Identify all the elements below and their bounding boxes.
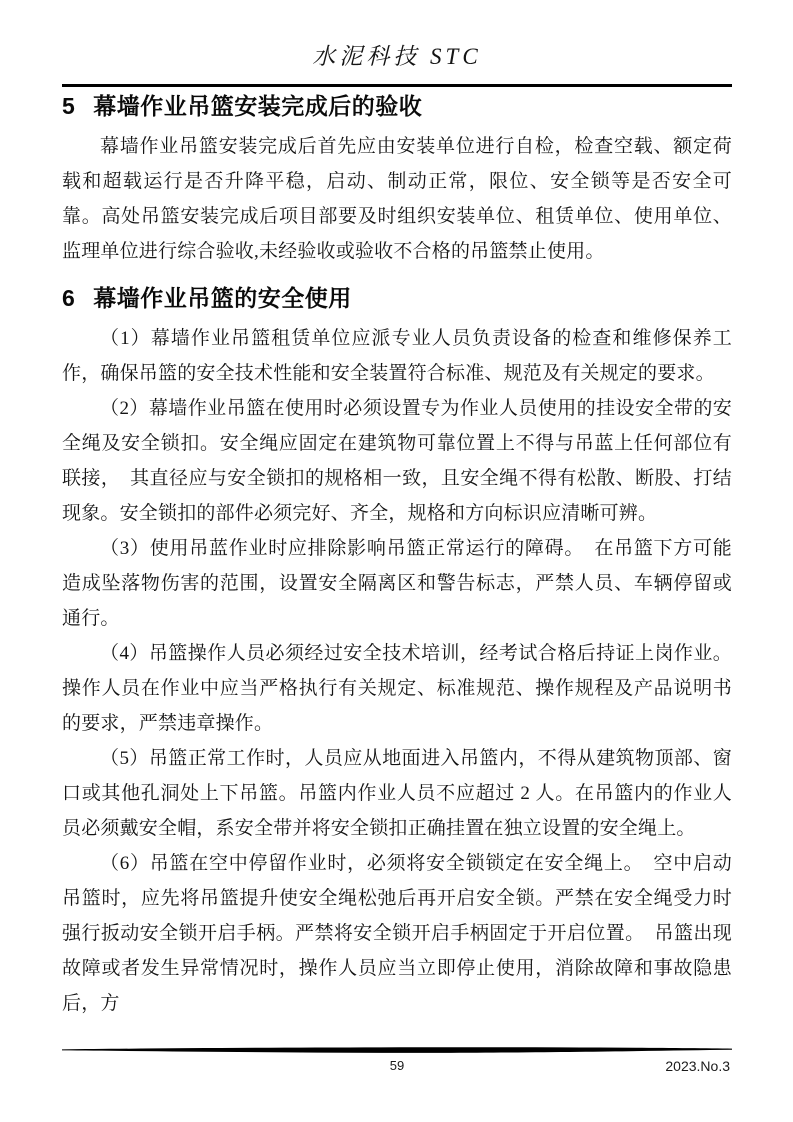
section-5-heading — [62, 91, 732, 121]
page-number: 59 — [389, 1058, 405, 1073]
journal-title: 水泥科技 STC — [312, 44, 482, 69]
section-6-paragraph-2: （2）幕墙作业吊篮在使用时必须设置专为作业人员使用的挂设安全带的安全绳及安全锁扣。安全绳应固定在建筑物可靠位置上不得与吊蓝上任何部位有联接， 其直径应与安全锁扣的规格相一致，且安全绳不得有松散、断股、打结现象。安全锁扣的部件必须完好、齐全，规格和方向标识应清晰可辨。 — [62, 398, 732, 524]
section-6-paragraph-3: （3）使用吊蓝作业时应排除影响吊篮正常运行的障碍。 在吊篮下方可能造成坠落物伤害的范围，设置安全隔离区和警告标志，严禁人员、车辆停留或通行。 — [62, 538, 732, 629]
footer-rule — [62, 1046, 732, 1056]
section-5-number: 5 — [62, 93, 76, 119]
section-6-title: 幕墙作业吊篮的安全使用 — [93, 285, 352, 311]
footer-row — [62, 1057, 732, 1077]
section-6-paragraph-4: （4）吊篮操作人员必须经过安全技术培训，经考试合格后持证上岗作业。操作人员在作业中应当严格执行有关规定、标准规范、操作规程及产品说明书的要求，严禁违章操作。 — [62, 643, 732, 734]
section-6-number: 6 — [62, 285, 76, 311]
section-6-heading — [62, 283, 732, 313]
page-content — [62, 0, 732, 1021]
page-footer — [62, 1046, 732, 1077]
header-rule — [62, 84, 732, 87]
issue-number: 2023.No.3 — [665, 1058, 730, 1074]
section-5-title: 幕墙作业吊篮安装完成后的验收 — [93, 93, 423, 119]
section-5-paragraph: 幕墙作业吊篮安装完成后首先应由安装单位进行自检，检查空载、额定荷载和超载运行是否升降平稳，启动、制动正常，限位、安全锁等是否安全可靠。高处吊篮安装完成后项目部要及时组织安装单位、租赁单位、使用单位、监理单位进行综合验收,未经验收或验收不合格的吊篮禁止使用。 — [62, 136, 732, 262]
section-6-paragraph-5: （5）吊篮正常工作时，人员应从地面进入吊篮内，不得从建筑物顶部、窗口或其他孔洞处上下吊篮。吊篮内作业人员不应超过 2 人。在吊篮内的作业人员必须戴安全帽，系安全带并将安全锁扣正确挂置在独立设置的安全绳上。 — [62, 748, 732, 839]
section-6-paragraph-1: （1）幕墙作业吊篮租赁单位应派专业人员负责设备的检查和维修保养工作，确保吊篮的安全技术性能和安全装置符合标准、规范及有关规定的要求。 — [62, 328, 732, 384]
section-6-paragraph-6: （6）吊篮在空中停留作业时，必须将安全锁锁定在安全绳上。 空中启动吊篮时，应先将吊篮提升使安全绳松弛后再开启安全锁。严禁在安全绳受力时强行扳动安全锁开启手柄。严禁将安全锁开启手柄固定于开启位置。 吊篮出现故障或者发生异常情况时，操作人员应当立即停止使用，消除故障和事故隐患后，方 — [62, 853, 732, 1014]
